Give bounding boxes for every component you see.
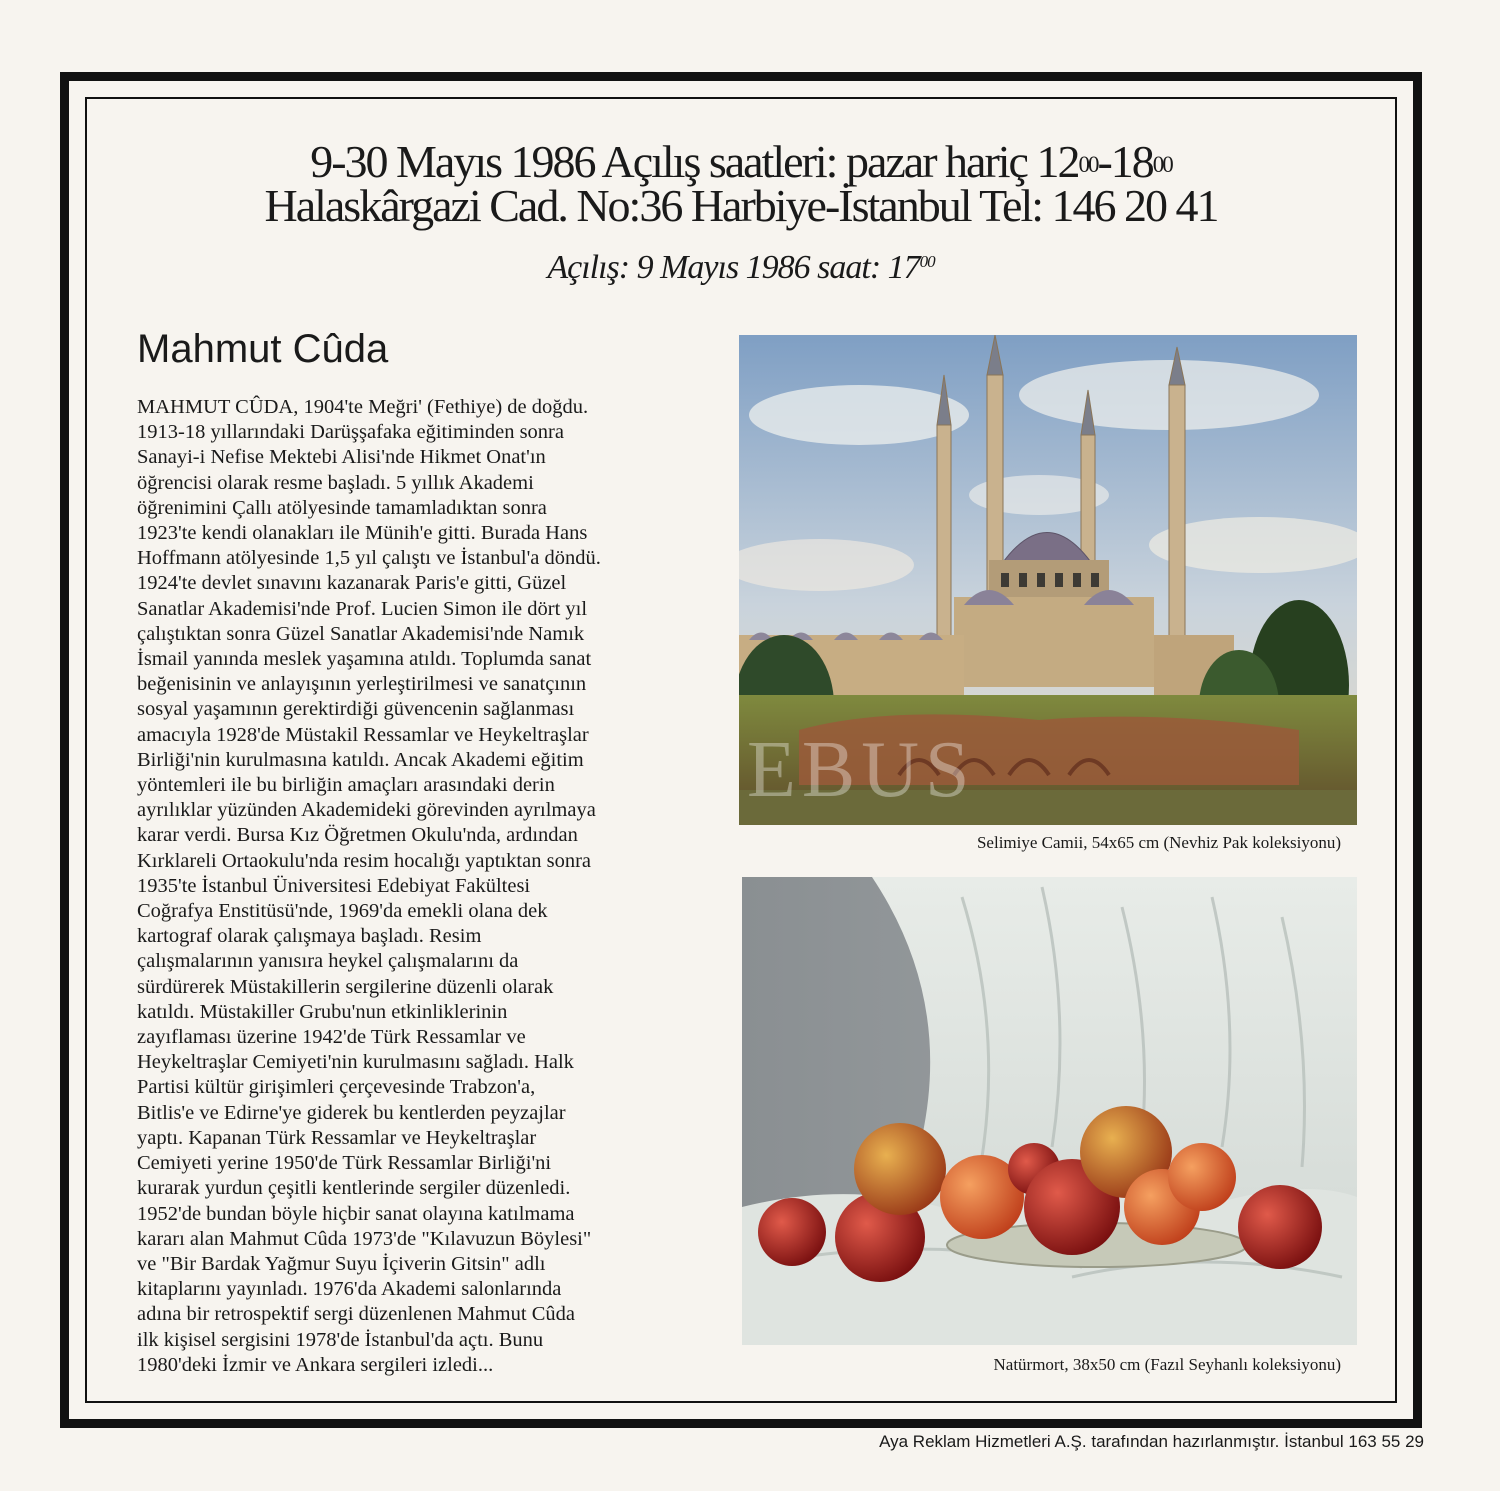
bio-line: amacıyla 1928'de Müstakil Ressamlar ve Heykeltraşlar xyxy=(137,723,589,746)
bio-line: öğrencisi olarak resme başladı. 5 yıllık Akademi xyxy=(137,471,534,494)
painting-caption-selimiye: Selimiye Camii, 54x65 cm (Nevhiz Pak koleksiyonu) xyxy=(976,833,1341,852)
bio-line: Bitlis'e ve Edirne'ye giderek bu kentlerden peyzajlar xyxy=(137,1101,566,1124)
artist-biography xyxy=(137,395,717,1378)
bio-line: kartograf olarak çalışmaya başladı. Resim xyxy=(137,925,482,948)
bio-line: ayrılıklar yüzünden Akademideki görevinden ayrılmaya xyxy=(137,799,596,822)
bio-line: ve "Bir Bardak Yağmur Suyu İçiverin Gitsin" adlı xyxy=(137,1252,546,1275)
bio-line: Sanayi-i Nefise Mektebi Alisi'nde Hikmet Onat'ın xyxy=(137,446,546,469)
painting-caption-still-life: Natürmort, 38x50 cm (Fazıl Seyhanlı koleksiyonu) xyxy=(993,1355,1341,1374)
bio-line: 1913-18 yıllarındaki Darüşşafaka eğitiminden sonra xyxy=(137,421,564,444)
bio-line: yaptı. Kapanan Türk Ressamlar ve Heykeltraşlar xyxy=(137,1126,537,1149)
bio-line: kurarak yurdun çeşitli kentlerinde sergiler düzenledi. xyxy=(137,1177,571,1200)
inner-frame xyxy=(85,97,1397,1403)
bio-line: öğrenimini Çallı atölyesinde tamamladıktan sonra xyxy=(137,496,547,519)
opening-time: Açılış: 9 Mayıs 1986 saat: $17^{00}$ xyxy=(547,249,935,286)
bio-line: yöntemleri ile bu birliğin amaçları arasındaki derin xyxy=(137,774,555,797)
bio-line: Partisi kültür girişimleri çerçevesinde Trabzon'a, xyxy=(137,1076,536,1099)
outer-frame xyxy=(60,72,1422,1428)
painting-still-life xyxy=(742,877,1357,1345)
bio-line: 1924'te devlet sınavını kazanarak Paris'e gitti, Güzel xyxy=(137,572,567,595)
bio-line: 1980'deki İzmir ve Ankara sergileri izledi... xyxy=(137,1353,494,1376)
bio-line: kitaplarını yayınladı. 1976'da Akademi salonlarında xyxy=(137,1278,562,1301)
artist-name: Mahmut Cûda xyxy=(137,327,389,371)
bio-line: MAHMUT CÛDA, 1904'te Meğri' (Fethiye) de doğdu. xyxy=(137,396,589,418)
bio-line: Coğrafya Enstitüsü'nde, 1969'da emekli olana dek xyxy=(137,900,548,923)
bio-line: 1923'te kendi olanakları ile Münih'e gitti. Burada Hans xyxy=(137,522,588,545)
painting-selimiye-mosque xyxy=(739,335,1357,825)
bio-line: çalıştıktan sonra Güzel Sanatlar Akademisi'nde Namık xyxy=(137,622,585,645)
bio-line: sosyal yaşamının gerektirdiği güvencenin sağlanması xyxy=(137,698,575,721)
bio-line: katıldı. Müstakiller Grubu'nun etkinliklerinin xyxy=(137,1000,508,1023)
bio-line: 1952'de bundan böyle hiçbir sanat olayına katılmama xyxy=(137,1202,575,1225)
bio-line: 1935'te İstanbul Üniversitesi Edebiyat Fakültesi xyxy=(137,874,531,897)
bio-line: kararı alan Mahmut Cûda 1973'de "Kılavuzun Böylesi" xyxy=(137,1227,592,1250)
bio-line: Cemiyeti yerine 1950'de Türk Ressamlar Birliği'ni xyxy=(137,1152,552,1175)
bio-line: karar verdi. Bursa Kız Öğretmen Okulu'nda, ardından xyxy=(137,824,578,847)
bio-line: Sanatlar Akademisi'nde Prof. Lucien Simon ile dört yıl xyxy=(137,597,588,620)
watermark-text: EBUS xyxy=(747,726,976,814)
bio-line: Hoffmann atölyesinde 1,5 yıl çalıştı ve İstanbul'a döndü. xyxy=(137,547,601,570)
bio-line: sürdürerek Müstakillerin sergilerine düzenli olarak xyxy=(137,975,554,998)
bio-line: Kırklareli Ortaokulu'nda resim hocalığı yaptıktan sonra xyxy=(137,849,591,872)
bio-line: çalışmalarının yanısıra heykel çalışmalarını da xyxy=(137,950,519,973)
bio-line: adına bir retrospektif sergi düzenlenen Mahmut Cûda xyxy=(137,1303,575,1326)
bio-line: beğenisinin ve anlayışının yerleştirilmesi ve sanatçının xyxy=(137,673,587,696)
header-address: Halaskârgazi Cad. No:36 Harbiye-İstanbul Tel: 146 20 41 xyxy=(264,180,1218,231)
bio-line: ilk kişisel sergisini 1978'de İstanbul'da açtı. Bunu xyxy=(137,1328,544,1351)
bio-line: Heykeltraşlar Cemiyeti'nin kurulmasını sağladı. Halk xyxy=(137,1051,574,1074)
footer-credit: Aya Reklam Hizmetleri A.Ş. tarafından hazırlanmıştır. İstanbul 163 55 29 xyxy=(879,1432,1424,1451)
bio-line: İsmail yanında meslek yaşamına atıldı. Toplumda sanat xyxy=(137,648,592,671)
bio-line: Birliği'nin kurulmasına katıldı. Ancak Akademi eğitim xyxy=(137,748,584,771)
header-dates: 9-30 Mayıs 1986 Açılış saatleri: pazar hariç $12^{00}-18^{00}$ xyxy=(310,136,1172,187)
bio-line: zayıflaması üzerine 1942'de Türk Ressamlar ve xyxy=(137,1026,526,1049)
